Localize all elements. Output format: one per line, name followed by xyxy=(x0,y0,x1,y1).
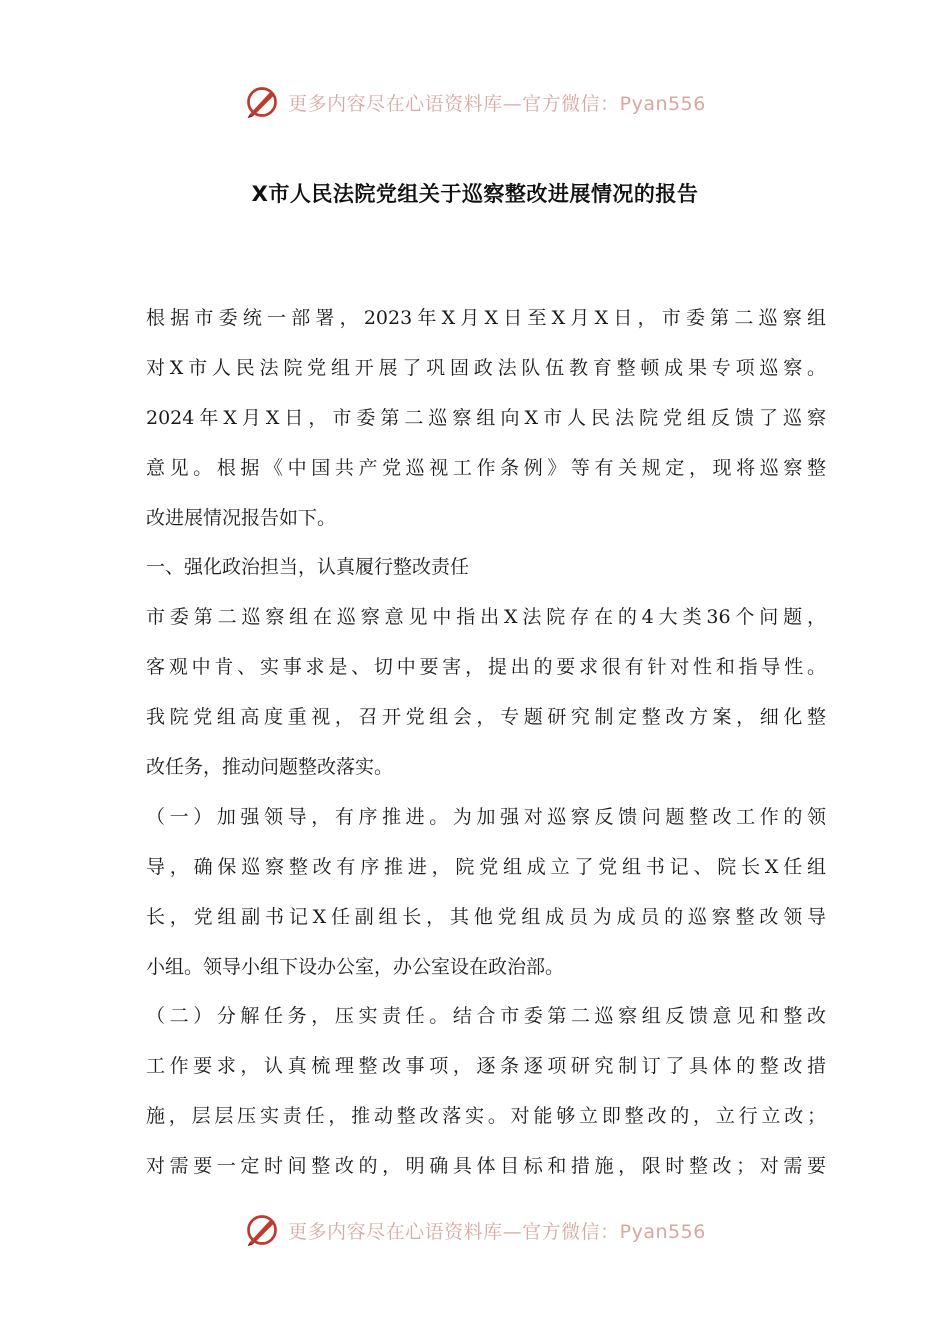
document-body xyxy=(146,294,826,1192)
footer-banner-label: 更多内容尽在心语资料库—官方微信： xyxy=(288,1220,620,1243)
footer-banner-text xyxy=(288,1217,706,1244)
document-line: 对X市人民法院党组开展了巩固政法队伍教育整顿成果专项巡察。 xyxy=(146,356,826,379)
document-line: （二）分解任务，压实责任。结合市委第二巡察组反馈意见和整改 xyxy=(146,1005,826,1028)
document-line: 改进展情况报告如下。 xyxy=(146,506,337,529)
document-line: 工作要求，认真梳理整改事项，逐条逐项研究制订了具体的整改措 xyxy=(146,1055,826,1078)
document-line: 根据市委统一部署，2023年X月X日至X月X日，市委第二巡察组 xyxy=(146,307,826,329)
document-line: 对需要一定时间整改的，明确具体目标和措施，限时整改；对需要 xyxy=(146,1155,826,1178)
document-line: 小组。领导小组下设办公室，办公室设在政治部。 xyxy=(146,955,565,978)
document-line: 施，层层压实责任，推动整改落实。对能够立即整改的，立行立改； xyxy=(146,1105,826,1128)
footer-banner xyxy=(0,1212,950,1248)
header-banner xyxy=(0,84,950,120)
header-banner-label: 更多内容尽在心语资料库—官方微信： xyxy=(288,92,620,115)
footer-banner-handle: Pyan556 xyxy=(619,1220,706,1243)
document-line: 改任务，推动问题整改落实。 xyxy=(146,756,394,779)
document-line: 我院党组高度重视，召开党组会，专题研究制定整改方案，细化整 xyxy=(146,706,826,729)
document-line: 意见。根据《中国共产党巡视工作条例》等有关规定，现将巡察整 xyxy=(146,456,826,479)
document-line: 客观中肯、实事求是、切中要害，提出的要求很有针对性和指导性。 xyxy=(146,656,826,679)
document-line: 一、强化政治担当，认真履行整改责任 xyxy=(146,556,470,579)
document-line: 导，确保巡察整改有序推进，院党组成立了党组书记、院长X任组 xyxy=(146,855,826,878)
header-banner-text xyxy=(288,89,706,116)
document-title: X市人民法院党组关于巡察整改进展情况的报告 xyxy=(251,182,699,206)
document-line: 长，党组副书记X任副组长，其他党组成员为成员的巡察整改领导 xyxy=(146,905,826,928)
pen-logo-icon xyxy=(244,84,280,120)
document-line: （一）加强领导，有序推进。为加强对巡察反馈问题整改工作的领 xyxy=(146,805,826,828)
pen-logo-icon xyxy=(244,1212,280,1248)
header-banner-handle: Pyan556 xyxy=(619,92,706,115)
document-line: 市委第二巡察组在巡察意见中指出X法院存在的4大类36个问题， xyxy=(146,606,826,629)
document-line: 2024年X月X日，市委第二巡察组向X市人民法院党组反馈了巡察 xyxy=(146,406,826,429)
